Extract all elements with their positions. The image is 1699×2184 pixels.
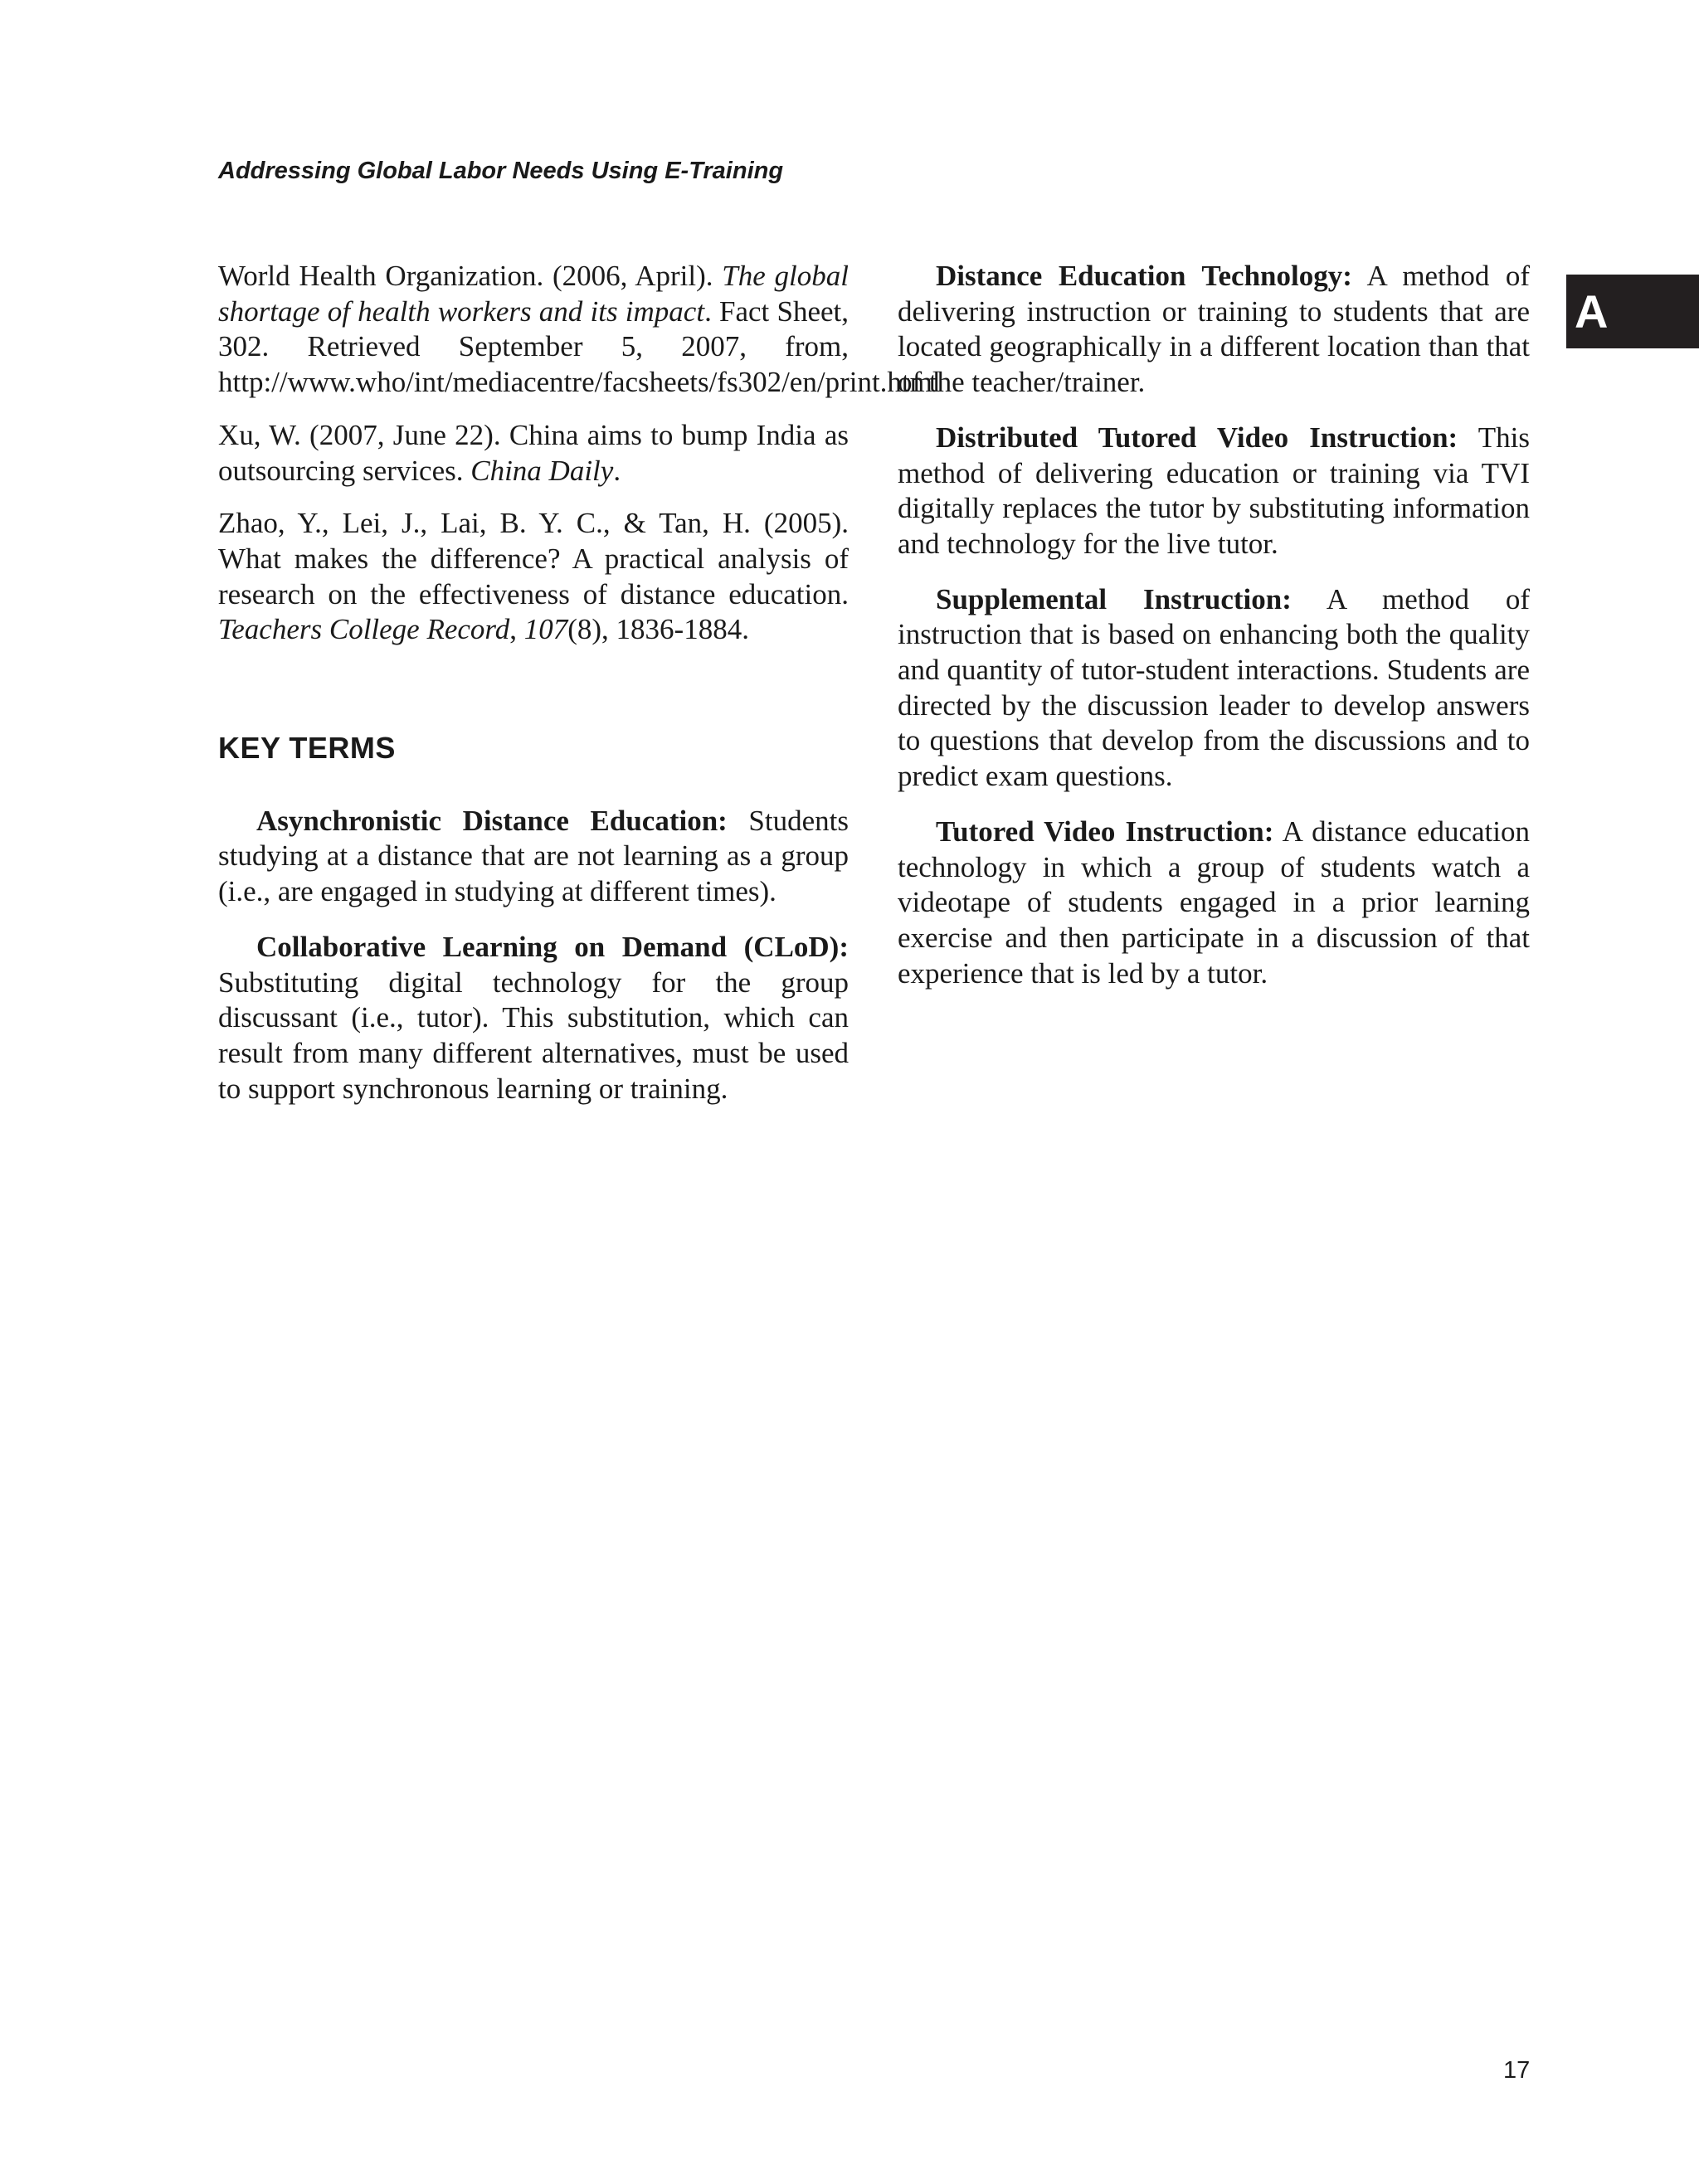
term-name: Asynchronistic Distance Education: — [256, 804, 728, 837]
running-head: Addressing Global Labor Needs Using E-Training — [218, 158, 784, 184]
term-entry — [898, 259, 1530, 401]
term-entry — [218, 804, 849, 910]
term-definition: This method of delivering education or training via TVI digitally replaces the tutor by substituting information and technology for the live tutor. — [898, 421, 1531, 560]
term-definition: A method of delivering instruction or training to students that are located geographically in a different location than that of the teacher/trainer. — [898, 260, 1530, 399]
term-entry — [898, 582, 1530, 795]
term-name: Distance Education Technology: — [936, 260, 1352, 292]
left-column — [218, 259, 941, 1126]
reference-entry: Zhao, Y., Lei, J., Lai, B. Y. C., & Tan, H. (2005). What makes the difference? A practical analysis of research on the effectiveness of distance education. Teachers College Record, 107(8), 1836-1884. — [218, 507, 849, 646]
term-entry — [218, 930, 849, 1107]
key-terms-heading: KEY TERMS — [218, 731, 396, 766]
term-definition: Students studying at a distance that are not learning as a group (i.e., are engaged in studying at different times). — [218, 804, 850, 908]
term-definition: Substituting digital technology for the group discussant (i.e., tutor). This substitution, which can result from many different alternatives, must be used to support synchronous learning or training. — [218, 966, 849, 1105]
term-entry — [898, 421, 1530, 562]
section-tab: A — [1566, 275, 1699, 348]
term-name: Supplemental Instruction: — [936, 582, 1292, 615]
right-column — [898, 259, 1530, 1011]
term-definition: A distance education technology in which a group of students watch a videotape of students engaged in a prior learning exercise and then participate in a discussion of that experience that is led by a tutor. — [898, 815, 1531, 990]
reference-entry: Xu, W. (2007, June 22). China aims to bump India as outsourcing services. China Daily. — [218, 418, 849, 487]
page-number: 17 — [1503, 2057, 1531, 2084]
term-name: Collaborative Learning on Demand (CLoD): — [256, 930, 849, 963]
term-definition: A method of instruction that is based on enhancing both the quality and quantity of tutor-student interactions. Students are directed by the discussion leader to develop answers to questions that develop from the discussions and to predict exam questions. — [898, 582, 1530, 793]
reference-entry: World Health Organization. (2006, April). The global shortage of health workers and its impact. Fact Sheet, 302. Retrieved September 5, 2007, from, http://www.who/int/mediacentre/facsheets/fs302/en/print.html — [218, 260, 941, 399]
term-name: Tutored Video Instruction: — [936, 815, 1274, 848]
term-entry — [898, 815, 1530, 992]
term-name: Distributed Tutored Video Instruction: — [936, 421, 1458, 454]
